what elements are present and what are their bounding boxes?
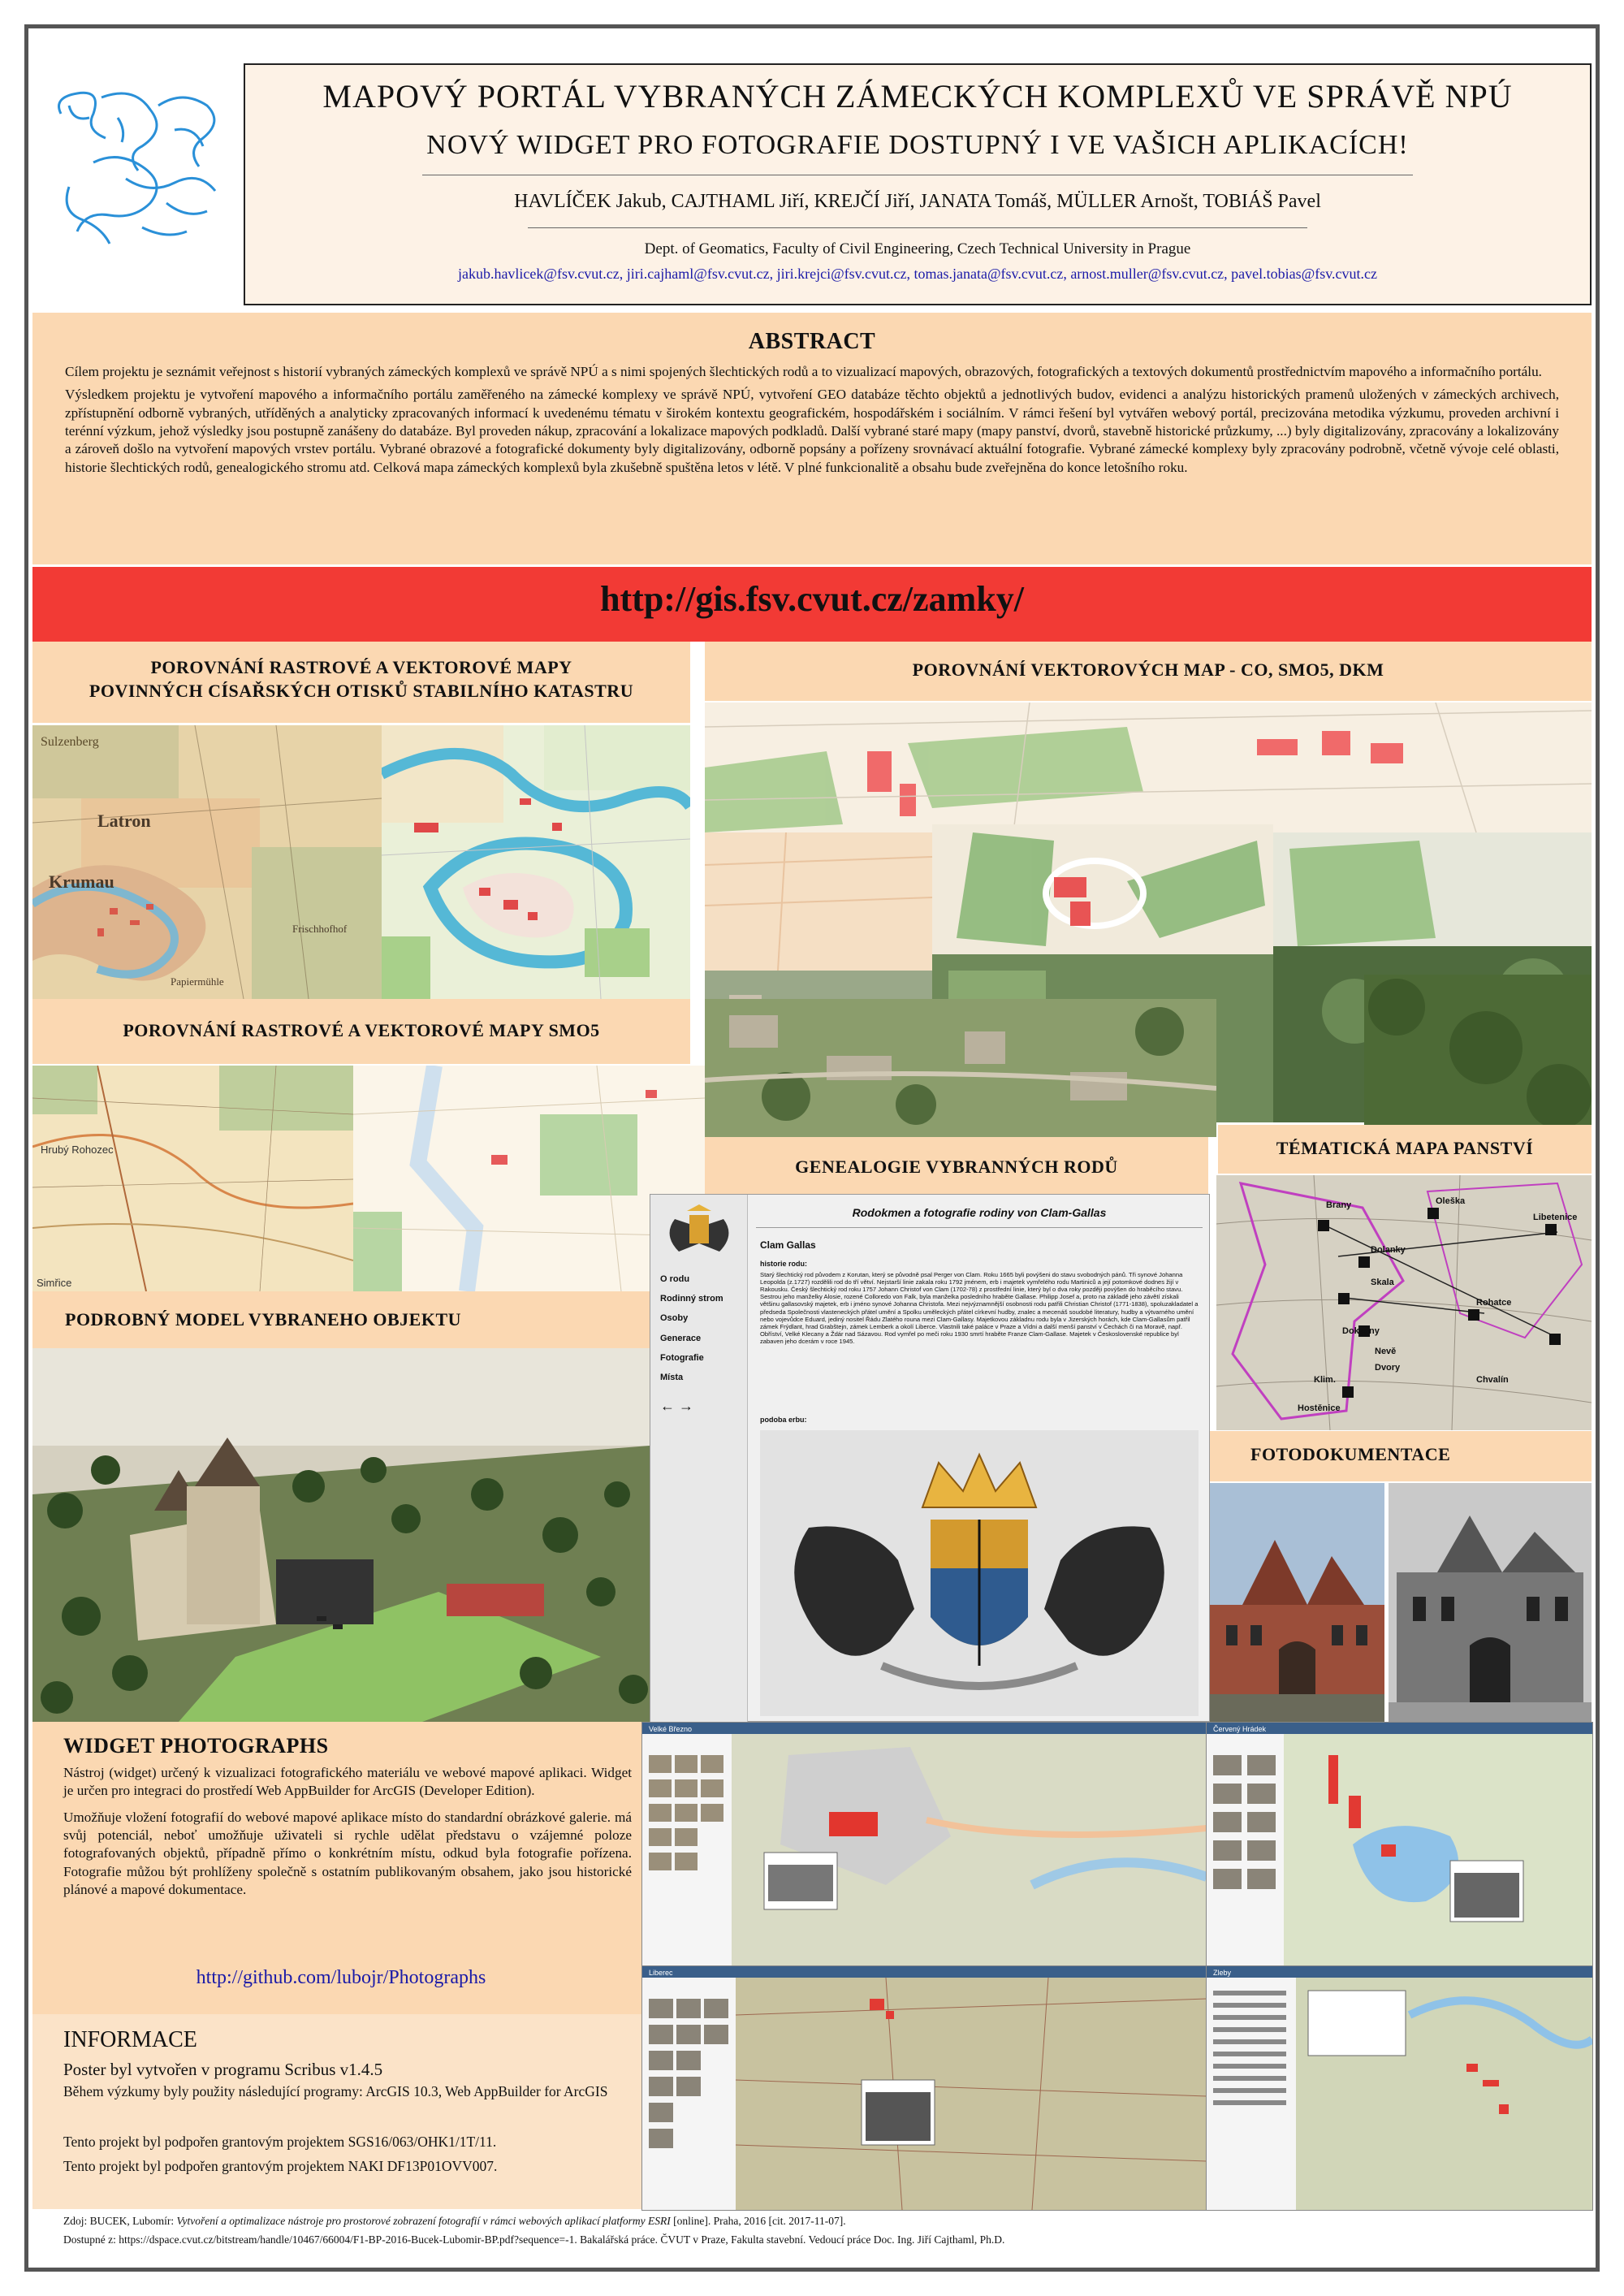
photo-historic-bw	[1389, 1483, 1592, 1722]
widget-title: WIDGET PHOTOGRAPHS	[63, 1734, 329, 1758]
section-model: PODROBNÝ MODEL VYBRANEHO OBJEKTU	[32, 1291, 650, 1348]
logo	[45, 81, 231, 252]
map-label-doksany: Doksany	[1342, 1326, 1380, 1336]
menu-mista[interactable]: Místa	[660, 1372, 684, 1382]
map-label-hostenice: Hostěnice	[1298, 1403, 1341, 1413]
footer-available: Dostupné z: https://dspace.cvut.cz/bitstream/handle/10467/66004/F1-BP-2016-Bucek-Lubomir-BP.pdf?sequence=-1. Bakalářská práce. ČVUT v Praze, Fakulta stavební. Vedoucí práce Doc. Ing. Jiří Cajthaml, Ph.D.	[63, 2233, 1005, 2246]
url-banner-link[interactable]: http://gis.fsv.cvut.cz/zamky/	[600, 579, 1024, 619]
smo5-raster-map	[32, 1066, 353, 1291]
aerial-photo	[705, 999, 1216, 1137]
genealogy-history-label: historie rodu:	[760, 1260, 807, 1268]
arrow-right-icon[interactable]: →	[679, 1398, 694, 1415]
menu-fotografie[interactable]: Fotografie	[660, 1352, 704, 1363]
map-label-liebetenice: Libetenice	[1533, 1213, 1578, 1222]
map-label-frischhof: Frischhofhof	[292, 923, 348, 935]
menu-osoby[interactable]: Osoby	[660, 1313, 689, 1324]
footer-source	[63, 2215, 1574, 2228]
abstract-p2: Výsledkem projektu je vytvoření mapového a informačního portálu zaměřeného na zámecké komplexy ve správě NPÚ, vytvoření GEO databáze těchto objektů a jednotlivých budov, evidenci a analýzu historických pramenů uložených v zámeckých archivech, zpřístupnění odborně vybraných, utříděných a analyticky zpracovaných informací k uvedenému tématu v širokém kontextu geografickém, hospodářském i sociálním. V rámci řešení byl vytvářen webový portál, precizována metodika výzkumu, proveden archivní i terénní výzkum, jehož výsledky jsou postupně zanášeny do databáze. Byl proveden nákup, zpracování a lokalizace mapových podkladů. Další vybrané staré mapy (mapy panství, dvorů, stavebně historické průzkumy, ...) byly digitalizovány, zpracovány a lokalizovány a zároveň došlo na vytvoření mapových vrstev portálu. Vybrané obrazové a fotografické dokumenty byly digitalizovány, odborně popsány a pořízeny srovnávací aktuální fotografie. Vybrané zámecké komplexy byly zpracovány podrobně, včetně vývoje celé oblasti, historie šlechtických rodů, genealogického stromu atd. Celková mapa zámeckých komplexů byla zkušebně spuštěna letos v létě. V plné funkcionalitě a obsahu bude zveřejněna do konce letošního roku.	[65, 387, 1559, 475]
map-label-brany: Brany	[1326, 1200, 1352, 1210]
genealogy-coat-label: podoba erbu:	[760, 1416, 807, 1424]
footer-source-title: Vytvoření a optimalizace nástroje pro prostorové zobrazení fotografií v rámci webových aplikací platformy ESRI	[176, 2215, 671, 2227]
section-vector-maps: POROVNÁNÍ VEKTOROVÝCH MAP - CO, SMO5, DKM	[705, 642, 1592, 701]
genealogy-panel-title: Rodokmen a fotografie rodiny von Clam-Gallas	[852, 1206, 1107, 1219]
photo-color-building	[1210, 1483, 1384, 1722]
nav-arrows	[660, 1390, 749, 1423]
coat-of-arms-eagles-icon	[760, 1430, 1199, 1716]
thematic-map-estates	[1216, 1175, 1592, 1430]
menu-generace[interactable]: Generace	[660, 1333, 702, 1343]
genealogy-sidebar	[650, 1195, 748, 1723]
map-label-oleska: Oleška	[1436, 1196, 1466, 1206]
map-label-krumau: Krumau	[49, 871, 114, 892]
section-photodoc: FOTODOKUMENTACE	[1210, 1431, 1592, 1481]
poster-title: MAPOVÝ PORTÁL VYBRANÝCH ZÁMECKÝCH KOMPLEXŮ VE SPRÁVĚ NPÚ	[322, 78, 1513, 115]
menu-o-rodu[interactable]: O rodu	[660, 1274, 690, 1284]
section-raster-vector-2: POROVNÁNÍ RASTROVÉ A VEKTOROVÉ MAPY SMO5	[32, 999, 690, 1064]
section-raster-vector-1-line2: POVINNÝCH CÍSAŘSKÝCH OTISKŮ STABILNÍHO KATASTRU	[89, 680, 634, 701]
genealogy-family-name: Clam Gallas	[760, 1239, 816, 1251]
footer-source-rest: [online]. Praha, 2016 [cit. 2017-11-07].	[673, 2215, 846, 2227]
imperial-cadastre-raster-map	[32, 725, 382, 999]
map-label-latron: Latron	[97, 811, 151, 831]
map-label-skala: Skala	[1371, 1278, 1394, 1287]
section-raster-vector-1	[32, 642, 690, 723]
emails[interactable]: jakub.havlicek@fsv.cvut.cz, jiri.cajhaml@fsv.cvut.cz, jiri.krejci@fsv.cvut.cz, tomas.janata@fsv.cvut.cz, arnost.muller@fsv.cvut.cz, pavel.tobias@fsv.cvut.cz	[457, 266, 1378, 282]
section-genealogy: GENEALOGIE VYBRANNÝCH RODŮ	[705, 1137, 1208, 1194]
widget-p2: Umožňuje vložení fotografií do webové mapové aplikace místo do standardní obrázkové galerie. má svůj potenciál, neboť umožňuje uživateli si rychle udělat představu o vzájemné poloze fotografovaných objektů, případně přímo o konkrétním místu, odkud byla fotografie pořízena. Fotografie můžou být prohlíženy společně s ostatním publikovaným obsahem, jako jsou historické plánové a mapové dokumentace.	[63, 1809, 632, 1898]
widget-screenshot-1	[641, 1722, 1207, 1967]
map-label-chvalin: Chvalín	[1476, 1375, 1509, 1385]
map-label-papiermuhle: Papiermühle	[171, 975, 224, 988]
github-link[interactable]: http://github.com/lubojr/Photographs	[196, 1967, 486, 1988]
map-label-dolanky: Dolanky	[1371, 1245, 1406, 1255]
poster-subtitle: NOVÝ WIDGET PRO FOTOGRAFIE DOSTUPNÝ I VE VAŠICH APLIKACÍCH!	[426, 130, 1409, 160]
imperial-cadastre-vector-map	[382, 725, 690, 999]
map-label-klim: Klim.	[1314, 1375, 1336, 1385]
shot-1-title: Velké Březno	[649, 1725, 693, 1733]
genealogy-history-text: Starý šlechtický rod původem z Korutan, který se původně psal Perger von Clam. Roku 1665 byli povýšeni do stavu svobodných pánů. Tři synové Johanna Leopolda (z.1727) rozdělili rod do tří větví. Nejstarší linie zakala roku 1792 jménem, erb i majetek vymřelého rodu Martiniců a její potomkové dodnes žijí v Rakousku. Český šlechtický rod roku 1757 Johann Christof von Clam (1702-78) z prostřední linie, který byl o dva roky později povýšen do hraběcího stavu. Sestrou jeho manželky Alosie, rozené Colloredo von Falk, byla manželka posledního hraběte Gallase. Philipp Josef a, proto na základě jeho závětí získali většinu gallasovský majetek, erb i jméno synové Johanna Christofa. Mezi nejvýznamnější osobnosti rodu patřili Christian Christof (1771-1838), spoluzakladatel a předseda Společnosti vlasteneckých přátel umění a Spolku uměleckých přátel církevní hudby, znalec a mecenáš soudobé literatury, hudby a výtvarného umění nebo vojevůdce Eduard, jediný nositel Řádu Zlatého rouna mezi Clam-Gallasy. Majetkovou základnu rodu byla v Jizerských horách, kde Clam-Gallasům patřil zámek Frýdlant, hrad Grabštejn, zámek Lemberk a okolí Liberce. Vlastnili také paláce v Praze a Vídni a další menší panství v Čechách či na Moravě, např. Obříství, Velké Klecany a Ždár nad Sázavou. Rod vymřel po meči roku 1930 smrtí hraběte Franze Clam-Gallase. Majetek v Československé republice byl zabaven jeho dcerám v roce 1945.	[760, 1271, 1199, 1345]
affiliation: Dept. of Geomatics, Faculty of Civil Engineering, Czech Technical University in Prague	[644, 240, 1191, 257]
shot-2-title: Červený Hrádek	[1213, 1725, 1267, 1733]
shot-3-title: Liberec	[649, 1969, 673, 1977]
info-line1: Poster byl vytvořen v programu Scribus v1.4.5	[63, 2060, 383, 2079]
map-label-dvory: Dvory	[1375, 1363, 1401, 1373]
abstract-text	[65, 363, 1559, 477]
info-grant1: Tento projekt byl podpořen grantovým projektem SGS16/063/OHK1/1T/11.	[63, 2134, 497, 2150]
widget-screenshot-2	[1206, 1722, 1593, 1967]
info-grant2: Tento projekt byl podpořen grantovým projektem NAKI DF13P01OVV007.	[63, 2158, 498, 2174]
3d-model-render	[32, 1348, 650, 1722]
map-label-rohatce: Rohatce	[1476, 1298, 1512, 1308]
widget-text	[63, 1764, 632, 1900]
info-line2: Během výzkumy byly použity následující programy: ArcGIS 10.3, Web AppBuilder for ArcGIS	[63, 2083, 608, 2099]
coat-of-arms-image	[760, 1430, 1199, 1716]
map-label-sulzenberg: Sulzenberg	[41, 735, 99, 749]
widget-screenshot-4	[1206, 1965, 1593, 2211]
map-label-neve: Nevě	[1375, 1347, 1397, 1356]
abstract-title: ABSTRACT	[748, 329, 876, 354]
info-title: INFORMACE	[63, 2027, 197, 2052]
header-divider-2	[528, 227, 1307, 228]
ctu-lion-logo-icon	[45, 81, 231, 252]
authors: HAVLÍČEK Jakub, CAJTHAML Jiří, KREJČÍ Jiří, JANATA Tomáš, MÜLLER Arnošt, TOBIÁŠ Pavel	[514, 191, 1321, 212]
genealogy-divider	[756, 1227, 1203, 1228]
arrow-left-icon[interactable]: ←	[660, 1398, 675, 1415]
abstract-p1: Cílem projektu je seznámit veřejnost s historií vybraných zámeckých komplexů ve správě NPÚ a s nimi spojených šlechtických rodů a to vizualizací mapových, obrazových, fotografických a textových dokumentů prostřednictvím mapového a informačního portálu.	[65, 364, 1542, 379]
footer-source-prefix: Zdoj: BUCEK, Lubomír:	[63, 2215, 175, 2227]
widget-p1: Nástroj (widget) určený k vizualizaci fotografického materiálu ve webové mapové aplikaci. Widget je určen pro integraci do prostředí Web AppBuilder for ArcGIS (Developer Edition).	[63, 1765, 632, 1799]
map-label-hruby-rohozec: Hrubý Rohozec	[41, 1144, 114, 1156]
map-label-simrice: Simřice	[37, 1277, 72, 1289]
genealogy-menu	[660, 1269, 749, 1423]
menu-rodinny-strom[interactable]: Rodinný strom	[660, 1294, 723, 1304]
widget-screenshot-3	[641, 1965, 1207, 2211]
section-raster-vector-1-line1: POROVNÁNÍ RASTROVÉ A VEKTOROVÉ MAPY	[150, 657, 572, 677]
section-thematic: TÉMATICKÁ MAPA PANSTVÍ	[1218, 1125, 1592, 1174]
genealogy-screenshot	[650, 1194, 1210, 1722]
shot-4-title: Zleby	[1213, 1969, 1232, 1977]
coat-of-arms-thumb-icon	[659, 1203, 740, 1260]
aerial-photo-forest	[1364, 975, 1592, 1125]
